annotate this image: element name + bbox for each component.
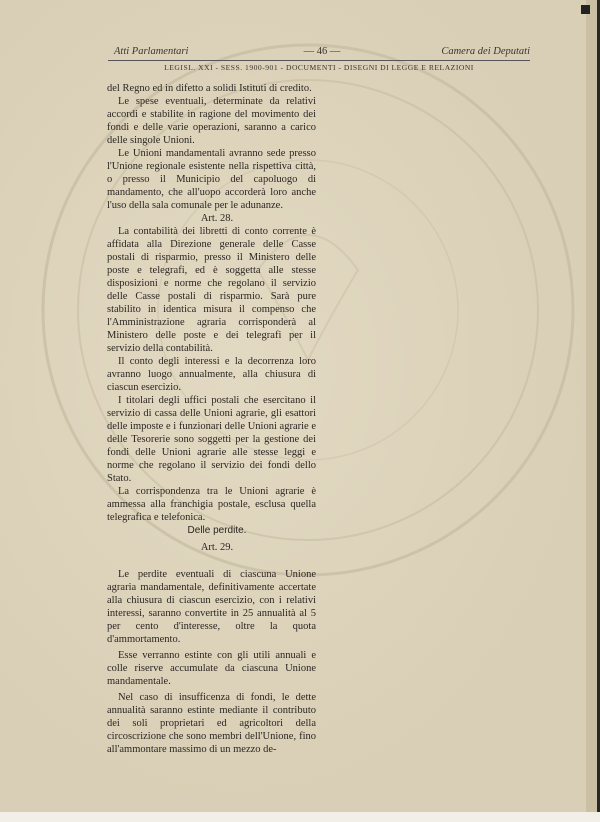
paragraph: Le perdite eventuali di ciascuna Unione agraria mandamentale, definitivamente accertate alla chiusura di ciascun esercizio, con i relativi interessi, saranno convertite in 25 annualità al 5 per cento d'interesse, oltre la quota d'ammortamento. [107, 569, 316, 645]
scan-border [0, 812, 600, 822]
paragraph: Le spese eventuali, determinate da relativi accordi e stabilite in ragione del movimento dei fondi e delle varie operazioni, saranno a carico delle singole Unioni. [107, 96, 316, 146]
paragraph: Nel caso di insufficenza di fondi, le dette annualità saranno estinte mediante il contributo dei soli proprietari ed agricoltori della circoscrizione che sono membri dell'Unione, fino all'ammontare massimo di un mezzo de- [107, 692, 316, 755]
article-heading: Art. 28. [200, 213, 234, 224]
paragraph: del Regno ed in difetto a solidi Istituti di credito. [107, 83, 312, 94]
section-title: Delle perdite. [187, 525, 247, 536]
running-header [114, 46, 530, 60]
paragraph: Il conto degli interessi e la decorrenza loro avranno luogo annualmente, alla chiusura di ciascun esercizio. [107, 356, 316, 393]
corner-mark [581, 5, 590, 14]
sub-header: LEGISL. XXI - SESS. 1900-901 - DOCUMENTI - DISEGNI DI LEGGE E RELAZIONI [164, 63, 474, 72]
article-heading: Art. 29. [200, 542, 234, 553]
paragraph: I titolari degli uffici postali che esercitano il servizio di cassa delle Unioni agrarie, gli esattori delle imposte e i funzionari delle Unioni agrarie e delle Tesorerie sono soggetti per la gestione dei fondi delle Unioni agrarie alle stesse leggi e norme che regolano il servizio dei fondi dello Stato. [107, 395, 316, 484]
header-left: Atti Parlamentari [114, 46, 189, 57]
text-column [107, 82, 316, 756]
paragraph: Esse verranno estinte con gli utili annuali e colle riserve accumulate da ciascuna Unione mandamentale. [107, 650, 316, 687]
paragraph: La contabilità dei libretti di conto corrente è affidata alla Direzione generale delle Casse postali di risparmio, presso il Ministero delle poste e telegrafi, ed è soggetta alle stesse disposizioni e norme che regolano il servizio delle Casse postali di risparmio. Sarà pure stabilito in identica misura il compenso che l'Amministrazione agraria corrisponderà al Ministero delle poste e dei telegrafi per il servizio della contabilità. [107, 226, 316, 354]
paragraph: La corrispondenza tra le Unioni agrarie è ammessa alla franchigia postale, esclusa quella telegrafica e telefonica. [107, 486, 316, 523]
page-edge [586, 0, 597, 812]
header-rule [108, 60, 530, 61]
page-number: — 46 — [303, 46, 341, 57]
header-right: Camera dei Deputati [441, 46, 530, 57]
paragraph: Le Unioni mandamentali avranno sede presso l'Unione regionale esistente nella rispettiva città, o presso il Municipio del capoluogo di mandamento, che all'uopo accorderà loro anche l'uso della sala comunale per le adunanze. [107, 148, 316, 211]
